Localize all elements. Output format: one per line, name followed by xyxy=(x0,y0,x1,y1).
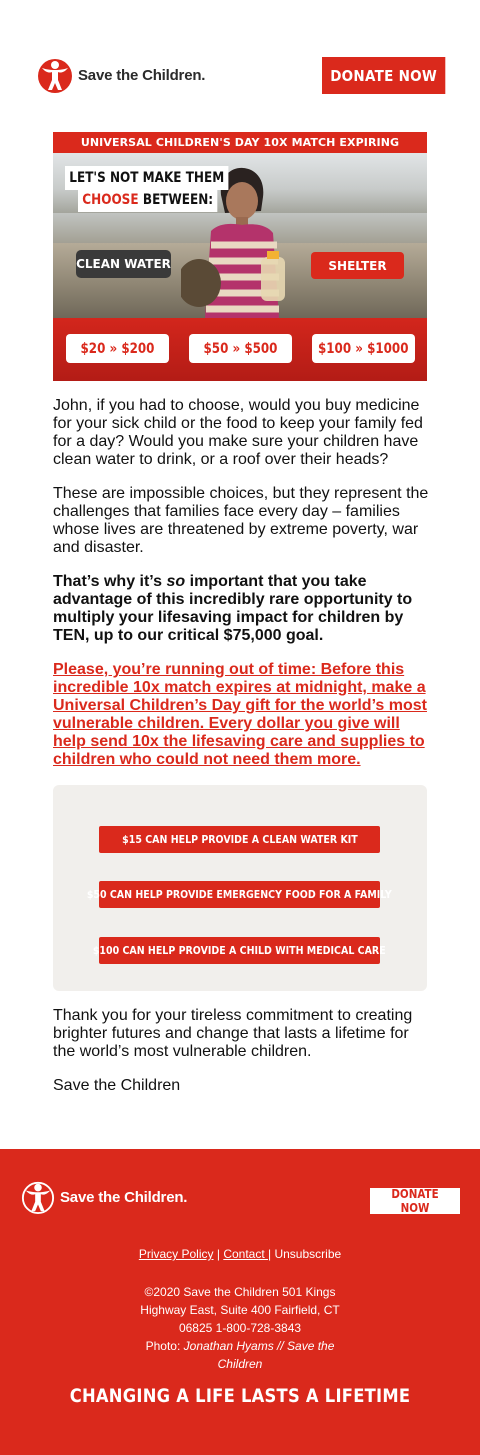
signature: Save the Children xyxy=(53,1077,181,1094)
save-the-children-figure-icon xyxy=(37,56,73,94)
body-paragraph-3 xyxy=(53,573,429,645)
photo-credit-name: Jonathan Hyams // Save the Children xyxy=(183,1339,335,1371)
photo-label: Photo: xyxy=(145,1339,184,1353)
p3-post: important that you take advantage of this incredibly rare opportunity to multiply your lifesaving impact for children by TEN, up to our critical $75,000 goal. xyxy=(53,573,413,644)
footer-logo-text: Save the Children. xyxy=(60,1188,188,1206)
body-paragraph-2: These are impossible choices, but they represent the challenges that families face every day – families whose lives are threatened by extreme poverty, war and disaster. xyxy=(53,485,429,556)
footer-donate-button[interactable] xyxy=(370,1188,460,1214)
hero-banner: UNIVERSAL CHILDREN'S DAY 10X MATCH EXPIRING xyxy=(53,132,427,153)
photo-credit xyxy=(130,1337,350,1373)
quote-choose: CHOOSE xyxy=(82,192,139,208)
footer xyxy=(0,1149,480,1455)
clean-water-tag: CLEAN WATER xyxy=(76,250,171,278)
amount-button-20[interactable] xyxy=(66,334,169,363)
header xyxy=(0,0,480,132)
link-separator: | xyxy=(268,1247,275,1261)
footer-address: ©2020 Save the Children 501 Kings Highway East, Suite 400 Fairfield, CT 06825 1-800-728-3843 xyxy=(140,1285,340,1335)
contact-link[interactable]: Contact xyxy=(223,1247,269,1261)
hero-quote xyxy=(65,166,223,216)
donate-15-button[interactable] xyxy=(99,826,380,853)
amount-label: $50 » $500 xyxy=(203,340,278,357)
amount-button-100[interactable] xyxy=(312,334,415,363)
donate-100-label: $100 CAN HELP PROVIDE A CHILD WITH MEDICAL CARE xyxy=(93,944,386,957)
amount-button-50[interactable] xyxy=(189,334,292,363)
thank-you-paragraph: Thank you for your tireless commitment to creating brighter futures and change that lasts a lifetime for the world’s most vulnerable children. xyxy=(53,1007,413,1060)
logo[interactable] xyxy=(37,56,205,94)
donate-50-label: $50 CAN HELP PROVIDE EMERGENCY FOOD FOR A FAMILY xyxy=(87,888,392,901)
tagline-text: CHANGING A LIFE LASTS A LIFETIME xyxy=(69,1385,411,1407)
hero-image[interactable] xyxy=(53,132,427,381)
amount-label: $100 » $1000 xyxy=(318,340,409,357)
link-separator: | xyxy=(213,1247,224,1261)
hero-amounts xyxy=(53,318,427,381)
donate-now-button[interactable]: DONATE NOW xyxy=(322,57,445,94)
footer-links xyxy=(0,1246,480,1262)
donate-15-label: $15 CAN HELP PROVIDE A CLEAN WATER KIT xyxy=(121,833,358,846)
amount-label: $20 » $200 xyxy=(80,340,155,357)
p3-emphasis: so xyxy=(166,573,186,590)
donate-100-button[interactable] xyxy=(93,937,386,964)
quote-line1: LET'S NOT MAKE THEM xyxy=(65,166,229,190)
p3-pre: That’s why it’s xyxy=(53,573,167,590)
quote-line2 xyxy=(78,188,217,212)
urgent-link-paragraph[interactable]: Please, you’re running out of time: Before this incredible 10x match expires at midnight, make a Universal Children’s Day gift for the world’s most vulnerable children. Every dollar you give will help send 10x the lifesaving care and supplies to children who could not need them more. xyxy=(53,661,427,768)
quote-between: BETWEEN: xyxy=(142,192,214,208)
footer-logo[interactable] xyxy=(21,1179,187,1215)
footer-donate-label: DONATE NOW xyxy=(391,1187,439,1215)
shelter-tag: SHELTER xyxy=(311,252,404,279)
save-the-children-figure-icon xyxy=(21,1179,55,1215)
unsubscribe-link[interactable]: Unsubscribe xyxy=(274,1247,342,1261)
body-paragraph-1: John, if you had to choose, would you buy medicine for your sick child or the food to keep your family fed for a day? Would you make sure your children have clean water to drink, or a roof over their heads? xyxy=(53,397,423,468)
footer-tagline xyxy=(0,1385,480,1407)
logo-text: Save the Children. xyxy=(78,66,206,84)
privacy-policy-link[interactable]: Privacy Policy xyxy=(138,1247,214,1261)
donate-50-button[interactable] xyxy=(87,881,392,908)
donation-card xyxy=(53,785,427,991)
